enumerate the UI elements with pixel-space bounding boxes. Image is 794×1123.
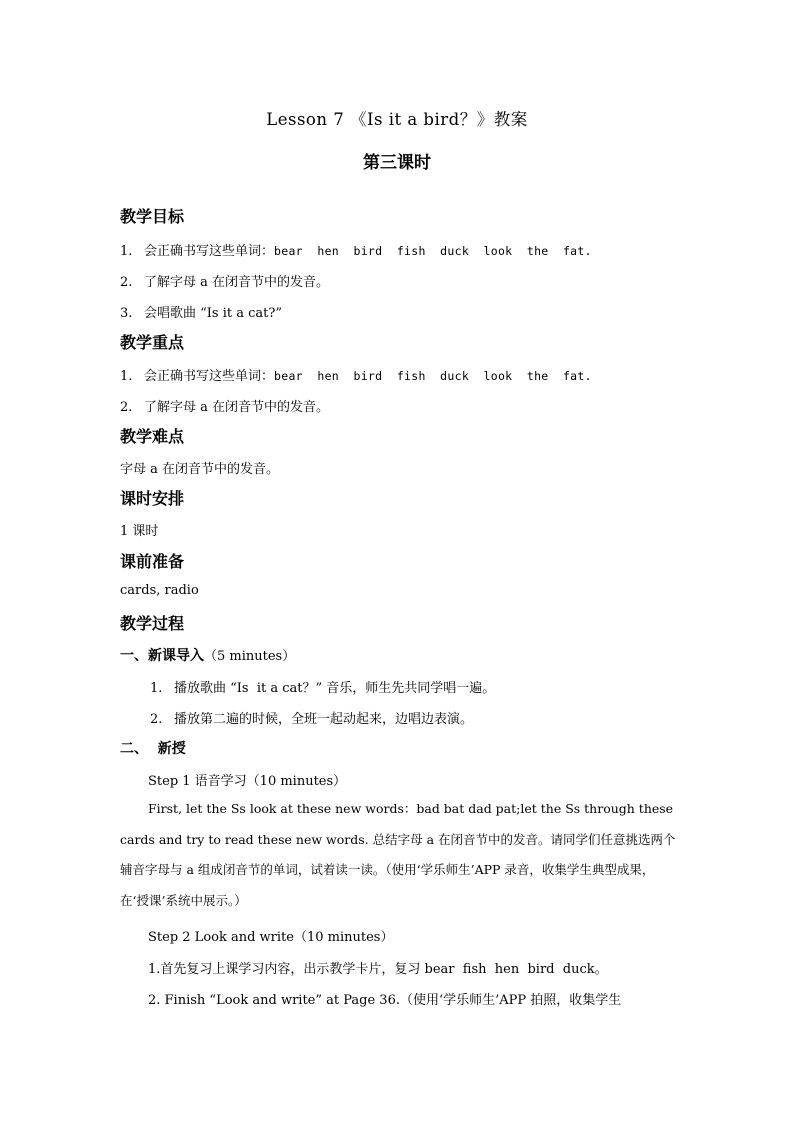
step1-paragraph: First, let the Ss look at these new words：bad bat dad pat;let the Ss through these cards and try to read these new words. 总结字母 a 在闭音节中的发音。请同学们任意挑选两个辅音字母与 a 组成闭音节的单词，试着读一读。（使用‘学乐师生’APP 录音，收集学生典型成果，在‘授课’系统中展示。） [120, 801, 676, 908]
key-point-item [120, 396, 329, 415]
item-number: 2. [120, 275, 133, 290]
item-number: 1. [120, 244, 133, 259]
item-text: 了解字母 a 在闭音节中的发音。 [144, 400, 330, 415]
process-heading: 教学过程 [120, 614, 185, 633]
section1-heading-line [120, 645, 295, 665]
objective-item [120, 271, 329, 290]
objective-item [120, 240, 592, 259]
key-points-heading: 教学重点 [120, 333, 185, 352]
step1-label: Step 1 语音学习（10 minutes） [148, 774, 347, 789]
item-number: 1. [120, 369, 133, 384]
key-point-item [120, 365, 592, 384]
document-subtitle: 第三课时 [363, 153, 431, 173]
prep-text: cards, radio [120, 583, 199, 598]
item-number: 2. [120, 400, 133, 415]
item-text: 会正确书写这些单词： [144, 244, 275, 259]
objectives-heading: 教学目标 [120, 207, 185, 226]
item-number: 1. [150, 681, 163, 696]
document-title: Lesson 7 《Is it a bird？》教案 [266, 110, 528, 129]
word-list: bear hen bird fish duck look the fat. [274, 369, 592, 383]
section1-time: （5 minutes） [204, 649, 296, 664]
step2-item: 2. Finish “Look and write” at Page 36.（使用‘学乐师生’APP 拍照，收集学生 [148, 993, 622, 1008]
step2-item: 1.首先复习上课学习内容，出示教学卡片，复习 bear fish hen bird duck。 [148, 962, 608, 977]
item-text: 了解字母 a 在闭音节中的发音。 [144, 275, 330, 290]
prep-heading: 课前准备 [120, 552, 185, 571]
item-number: 3. [120, 306, 133, 321]
item-text: 会唱歌曲 “Is it a cat?” [144, 306, 282, 321]
schedule-text: 1 课时 [120, 524, 159, 539]
item-text: 会正确书写这些单词： [144, 369, 275, 384]
objective-item [120, 302, 282, 321]
item-text: 播放第二遍的时候，全班一起动起来，边唱边表演。 [174, 712, 474, 727]
item-text: 播放歌曲 “Is it a cat？” 音乐，师生先共同学唱一遍。 [174, 681, 496, 696]
schedule-heading: 课时安排 [120, 489, 185, 508]
word-list: bear hen bird fish duck look the fat. [274, 244, 592, 258]
section1-item [150, 677, 495, 696]
difficulty-heading: 教学难点 [120, 427, 185, 446]
item-number: 2. [150, 712, 163, 727]
section1-heading: 一、新课导入 [120, 648, 204, 664]
step2-label: Step 2 Look and write（10 minutes） [148, 930, 394, 945]
section1-item [150, 708, 473, 727]
difficulty-text: 字母 a 在闭音节中的发音。 [120, 462, 280, 477]
section2-heading: 二、 新授 [120, 741, 186, 757]
